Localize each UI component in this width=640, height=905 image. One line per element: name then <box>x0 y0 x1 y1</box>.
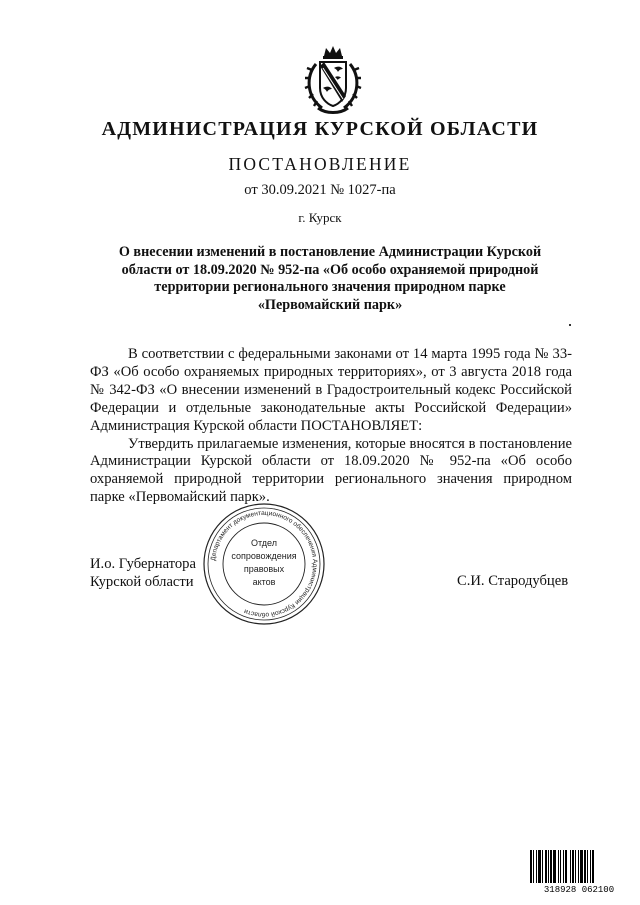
signatory-position <box>90 555 196 591</box>
barcode-bar <box>560 850 561 883</box>
stamp-center-line: актов <box>252 577 276 587</box>
heading-line: области от 18.09.2020 № 952-па «Об особо охраняемой природной <box>121 261 539 278</box>
coat-of-arms-icon <box>302 44 364 116</box>
stamp-ring-text: Департамент документационного обеспечения Администрации Курской области <box>210 509 319 619</box>
organization-title: АДМИНИСТРАЦИЯ КУРСКОЙ ОБЛАСТИ <box>101 118 539 140</box>
document-body <box>90 346 572 507</box>
barcode-bar <box>550 850 552 883</box>
signatory-position-line: Курской области <box>90 574 194 590</box>
signatory-name: С.И. Стародубцев <box>457 573 569 589</box>
heading-line: территории регионального значения природном парке <box>154 279 506 295</box>
barcode-number: 318928 062100 <box>543 885 615 894</box>
barcode-icon <box>529 850 629 894</box>
barcode-bar <box>587 850 588 883</box>
document-type: ПОСТАНОВЛЕНИЕ <box>228 154 412 174</box>
barcode-bar <box>548 850 549 883</box>
barcode-bar <box>536 850 537 883</box>
barcode-bar <box>572 850 574 883</box>
barcode-bar <box>570 850 571 883</box>
heading-line: О внесении изменений в постановление Администрации Курской <box>118 244 542 260</box>
body-paragraph: Утвердить прилагаемые изменения, которые вносятся в постановление Администрации Курской области от 18.09.2020 № 952-па «Об особо охраняемой природной территории регионального значения природном парке «Первомайский парк». <box>90 435 572 506</box>
barcode-bar <box>592 850 594 883</box>
stamp-center-line: сопровождения <box>231 551 297 561</box>
barcode-bar <box>530 850 532 883</box>
body-paragraph: В соответствии с федеральными законами от 14 марта 1995 года № 33-ФЗ «Об особо охраняемых природных территориях», от 3 августа 2018 года № 342-ФЗ «О внесении изменений в Градостроительный кодекс Российской Федерации и отдельные законодательные акты Российской Федерации» Администрация Курской области ПОСТАНОВЛЯЕТ: <box>90 346 572 434</box>
barcode-bar <box>563 850 564 883</box>
barcode-bar <box>590 850 591 883</box>
signatory-position-line: И.о. Губернатора <box>90 556 196 572</box>
barcode-bar <box>565 850 567 883</box>
barcode-bar <box>575 850 576 883</box>
stamp-center-line: правовых <box>243 564 285 574</box>
heading-line: «Первомайский парк» <box>257 296 403 313</box>
barcode-bar <box>538 850 541 883</box>
margin-mark <box>569 324 571 326</box>
barcode-bar <box>578 850 579 883</box>
barcode-bar <box>542 850 543 883</box>
official-stamp <box>200 500 328 628</box>
document-city: г. Курск <box>298 210 342 225</box>
barcode-bar <box>558 850 559 883</box>
barcode-bar <box>553 850 556 883</box>
document-heading <box>90 244 570 314</box>
barcode-bar <box>584 850 586 883</box>
stamp-center-line: Отдел <box>250 538 278 548</box>
barcode-bar <box>545 850 547 883</box>
barcode-bar <box>533 850 534 883</box>
document-date-number: от 30.09.2021 № 1027-па <box>244 182 396 198</box>
barcode-bar <box>580 850 583 883</box>
